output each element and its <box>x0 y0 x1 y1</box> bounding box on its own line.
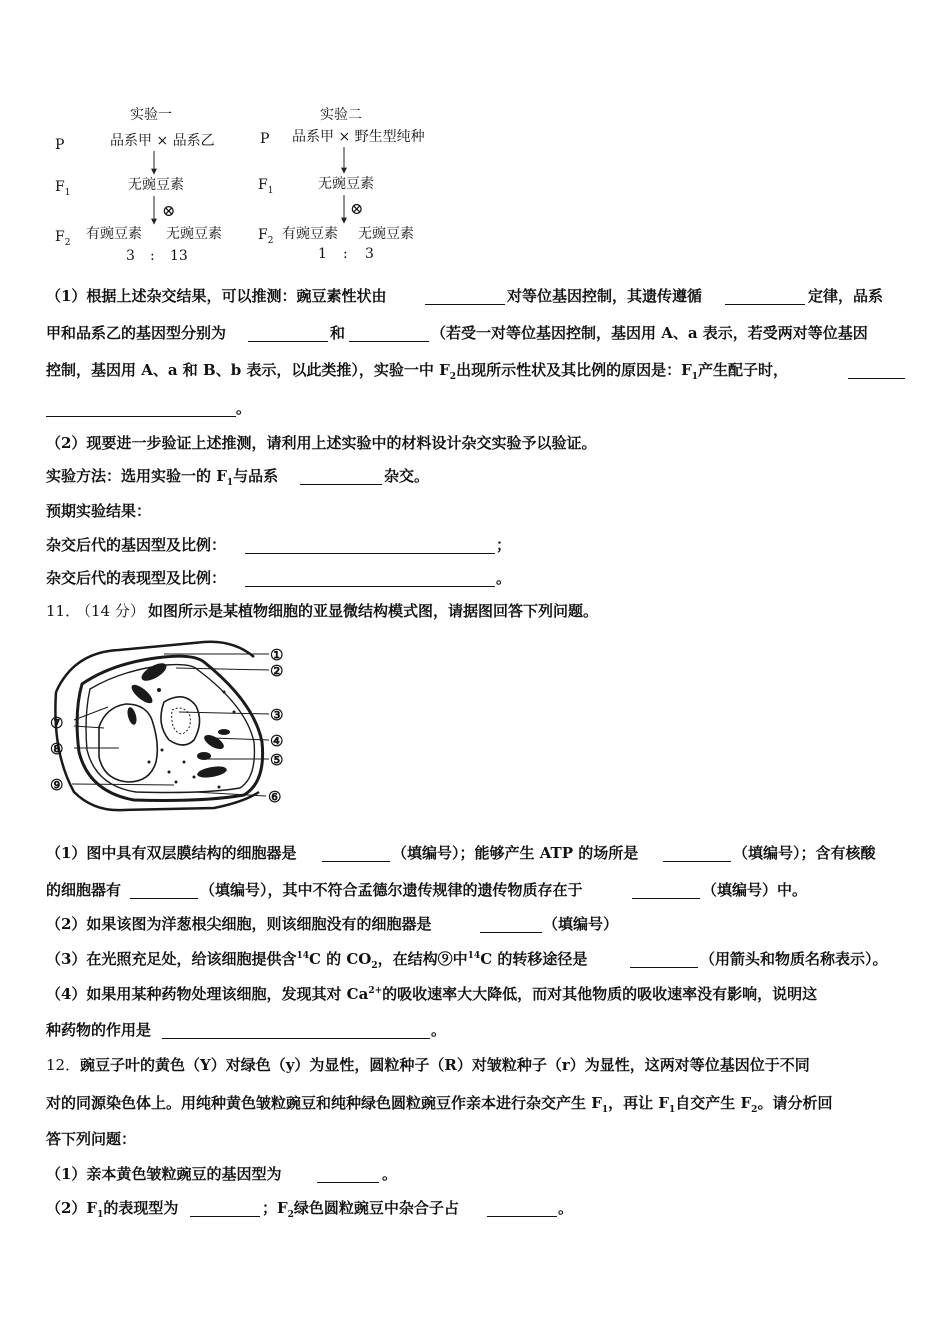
answer-blank[interactable] <box>425 288 505 305</box>
answer-blank[interactable] <box>848 362 905 379</box>
exp2-ratio-sep: : <box>343 246 348 262</box>
exp1-title: 实验一 <box>130 107 172 123</box>
exp1-ratio-b: 13 <box>170 248 188 264</box>
figure-label-1: ① <box>270 646 284 664</box>
figure-label-5: ⑤ <box>270 751 284 769</box>
answer-blank[interactable] <box>349 325 429 342</box>
figure-label-3: ③ <box>270 706 284 724</box>
answer-blank[interactable] <box>46 400 236 417</box>
exp2-p-label: P <box>260 131 270 147</box>
plant-cell-figure <box>44 632 304 817</box>
question-score: （14 分） <box>76 602 145 620</box>
exp2-title: 实验二 <box>320 107 362 123</box>
answer-blank[interactable] <box>632 882 700 899</box>
answer-blank[interactable] <box>245 537 495 554</box>
exp1-f2-label: $F_2$ <box>55 229 71 248</box>
figure-label-7: ⑦ <box>50 714 64 732</box>
exp2-f2-label: $F_2$ <box>258 227 274 246</box>
answer-blank[interactable] <box>322 845 390 862</box>
answer-blank[interactable] <box>663 845 731 862</box>
exp1-f2-without: 无豌豆素 <box>166 226 222 242</box>
figure-label-8: ⑧ <box>50 740 64 758</box>
answer-blank[interactable] <box>130 882 198 899</box>
exp2-f1: 无豌豆素 <box>318 176 374 192</box>
answer-blank[interactable] <box>162 1022 430 1039</box>
question-number: 12． <box>46 1056 81 1074</box>
figure-label-4: ④ <box>270 732 284 750</box>
exp1-f2-with: 有豌豆素 <box>86 226 142 242</box>
figure-label-2: ② <box>270 662 284 680</box>
exp1-selfing-symbol: ⊗ <box>162 201 176 220</box>
answer-blank[interactable] <box>725 288 805 305</box>
exp2-f2-without: 无豌豆素 <box>358 226 414 242</box>
exp1-f1-label: $F_1$ <box>55 179 71 198</box>
exp1-ratio-a: 3 <box>126 248 135 264</box>
exp1-ratio-sep: : <box>150 248 155 264</box>
exp2-parents: 品系甲 × 野生型纯种 <box>292 129 425 145</box>
answer-blank[interactable] <box>487 1200 557 1217</box>
figure-label-9: ⑨ <box>50 776 64 794</box>
figure-label-6: ⑥ <box>268 788 282 806</box>
exp1-parents: 品系甲 × 品系乙 <box>110 133 215 149</box>
answer-blank[interactable] <box>317 1166 379 1183</box>
exp2-f1-label: $F_1$ <box>258 177 274 196</box>
answer-blank[interactable] <box>190 1200 260 1217</box>
exp1-p-label: P <box>55 137 65 153</box>
exp2-selfing-symbol: ⊗ <box>350 199 364 218</box>
exp1-f1: 无豌豆素 <box>128 177 184 193</box>
question-number: 11． <box>46 602 81 620</box>
exp2-ratio-a: 1 <box>318 246 327 262</box>
answer-blank[interactable] <box>630 951 698 968</box>
answer-blank[interactable] <box>300 468 382 485</box>
answer-blank[interactable] <box>480 916 542 933</box>
exp2-ratio-b: 3 <box>365 246 374 262</box>
answer-blank[interactable] <box>245 570 495 587</box>
exp2-f2-with: 有豌豆素 <box>282 226 338 242</box>
answer-blank[interactable] <box>248 325 328 342</box>
